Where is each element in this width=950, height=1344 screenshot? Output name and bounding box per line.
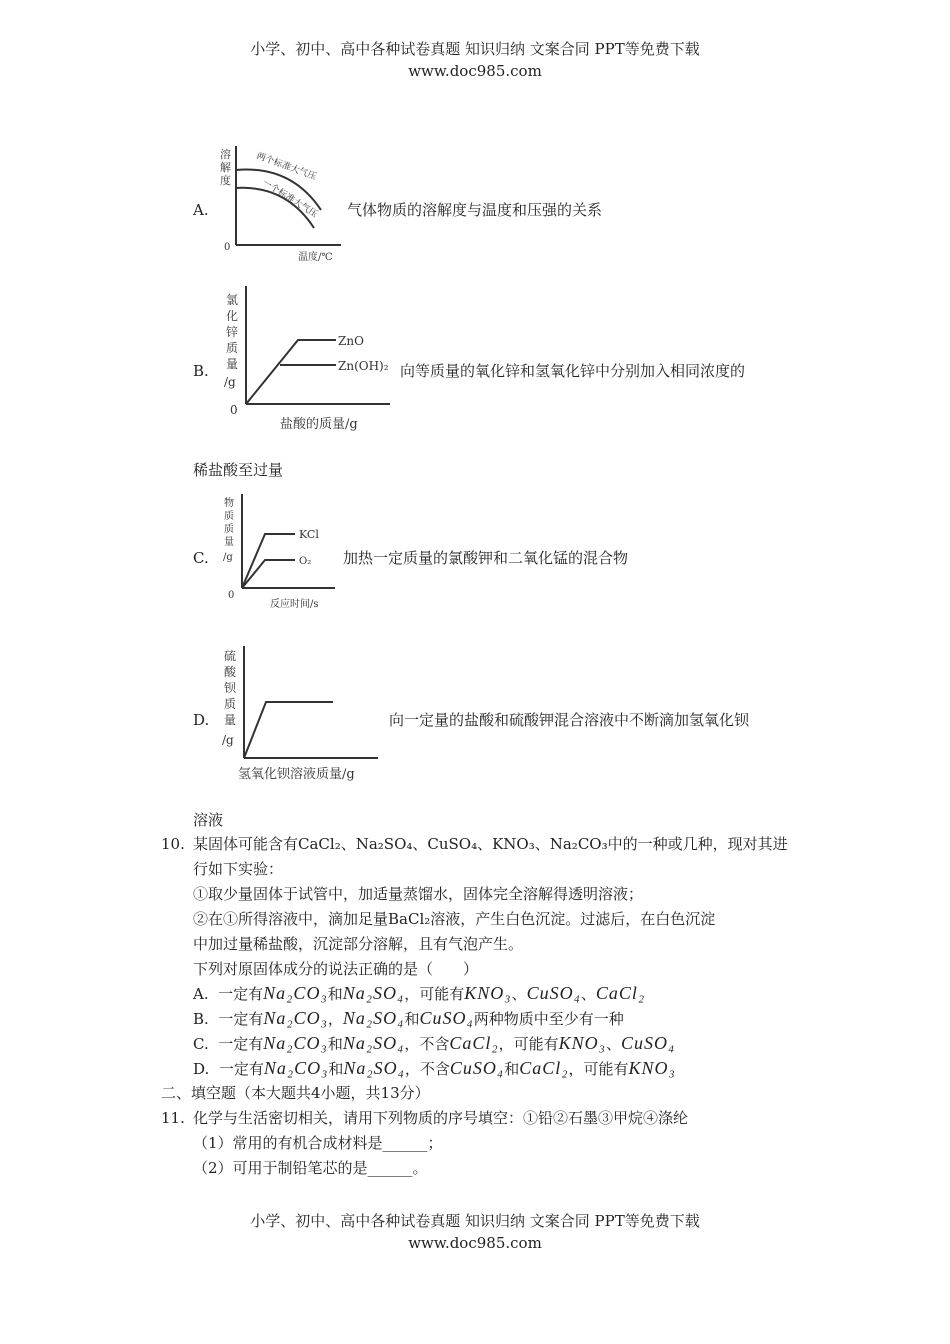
q10-option-c[interactable]: C. 一定有Na₂CO₃和Na₂SO₄，不含CaCl₂，可能有KNO₃、CuSO₄: [193, 1033, 676, 1053]
graph-c-origin: 0: [228, 590, 235, 601]
option-a-text: 气体物质的溶解度与温度和压强的关系: [347, 201, 603, 219]
graph-d-ylabel-4: 质: [224, 697, 237, 711]
graph-d-ylabel-1: 硫: [224, 649, 237, 663]
graph-c-ylabel-4: 量: [224, 537, 234, 548]
option-b-label: B.: [193, 362, 209, 380]
graph-d-ylabel-5: 量: [224, 713, 237, 727]
footer-title: 小学、初中、高中各种试卷真题 知识归纳 文案合同 PPT等免费下载: [250, 1212, 700, 1230]
q10-stem-2: 行如下实验：: [193, 860, 284, 878]
section-2-title: 二、填空题（本大题共4小题，共13分）: [161, 1084, 430, 1102]
graph-a-curve1-label: 两个标准大气压: [254, 151, 318, 183]
graph-d-ylabel-2: 酸: [224, 665, 237, 679]
graph-b-ylabel-3: 锌: [226, 325, 239, 339]
option-a-label: A.: [193, 201, 209, 219]
graph-c-line1-label: KCl: [299, 528, 319, 541]
graph-b-line1-label: ZnO: [338, 334, 364, 348]
graph-c-line2-label: O₂: [299, 556, 312, 567]
graph-d-ylabel-3: 钡: [224, 681, 237, 695]
q10-option-a[interactable]: A. 一定有Na₂CO₃和Na₂SO₄，可能有KNO₃、CuSO₄、CaCl₂: [193, 983, 646, 1003]
option-b-continuation: 稀盐酸至过量: [193, 461, 284, 479]
option-d-continuation: 溶液: [193, 811, 224, 829]
q10-question: 下列对原固体成分的说法正确的是（ ）: [193, 960, 479, 978]
q11-sub-2[interactable]: （2）可用于制铅笔芯的是______。: [193, 1159, 428, 1177]
option-c-label: C.: [193, 549, 209, 567]
graph-b-origin: 0: [230, 403, 238, 417]
graph-c-ylabel-2: 质: [224, 511, 234, 522]
option-c-text: 加热一定质量的氯酸钾和二氧化锰的混合物: [343, 549, 629, 567]
graph-b-line2-label: Zn(OH)₂: [338, 359, 389, 373]
graph-c: [220, 488, 340, 612]
graph-c-ylabel-5: /g: [223, 552, 233, 563]
graph-b-xlabel: 盐酸的质量/g: [280, 417, 358, 432]
q10-number: 10.: [161, 835, 185, 853]
graph-b-ylabel-1: 氯: [226, 293, 239, 307]
q10-stem-1: 某固体可能含有CaCl₂、Na₂SO₄、CuSO₄、KNO₃、Na₂CO₃中的一种或几种，现对其进: [193, 835, 788, 853]
graph-c-xlabel: 反应时间/s: [270, 599, 319, 610]
q10-option-b[interactable]: B. 一定有Na₂CO₃，Na₂SO₄和CuSO₄两种物质中至少有一种: [193, 1008, 624, 1028]
header-url[interactable]: www.doc985.com: [408, 62, 542, 80]
option-d-text: 向一定量的盐酸和硫酸钾混合溶液中不断滴加氢氧化钡: [389, 711, 750, 729]
graph-b: [218, 282, 398, 432]
graph-d-xlabel: 氢氧化钡溶液质量/g: [238, 767, 355, 782]
option-d-label: D.: [193, 711, 210, 729]
header-title: 小学、初中、高中各种试卷真题 知识归纳 文案合同 PPT等免费下载: [250, 40, 700, 58]
q11-sub-1[interactable]: （1）常用的有机合成材料是______；: [193, 1134, 443, 1152]
graph-b-ylabel-4: 质: [226, 341, 239, 355]
graph-b-ylabel-2: 化: [226, 309, 239, 323]
graph-a-xlabel: 温度/℃: [298, 252, 333, 263]
footer-url[interactable]: www.doc985.com: [408, 1234, 542, 1252]
q11-stem: 化学与生活密切相关，请用下列物质的序号填空：①铅②石墨③甲烷④涤纶: [193, 1109, 689, 1127]
graph-c-ylabel-3: 质: [224, 524, 234, 535]
q10-step-2a: ②在①所得溶液中，滴加足量BaCl₂溶液，产生白色沉淀。过滤后，在白色沉淀: [193, 910, 716, 928]
q10-step-2b: 中加过量稀盐酸，沉淀部分溶解，且有气泡产生。: [193, 935, 524, 953]
graph-a-curve2-label: 一个标准大气压: [260, 178, 320, 220]
graph-d: [218, 640, 388, 785]
graph-a-ylabel-3: 度: [220, 174, 231, 187]
q11-number: 11.: [161, 1109, 185, 1127]
graph-d-ylabel-6: /g: [222, 733, 234, 747]
q10-step-1: ①取少量固体于试管中，加适量蒸馏水，固体完全溶解得透明溶液；: [193, 885, 644, 903]
graph-b-ylabel-5: 量: [226, 357, 239, 371]
q10-option-d[interactable]: D. 一定有Na₂CO₃和Na₂SO₄，不含CuSO₄和CaCl₂，可能有KNO₃: [193, 1058, 676, 1078]
graph-a-ylabel-2: 解: [220, 161, 231, 174]
graph-a-origin: 0: [224, 242, 231, 253]
option-b-text: 向等质量的氧化锌和氢氧化锌中分别加入相同浓度的: [400, 362, 746, 380]
graph-c-ylabel-1: 物: [224, 498, 234, 509]
graph-a-ylabel-1: 溶: [220, 148, 231, 161]
graph-b-ylabel-6: /g: [224, 375, 236, 389]
graph-a: [216, 140, 346, 266]
